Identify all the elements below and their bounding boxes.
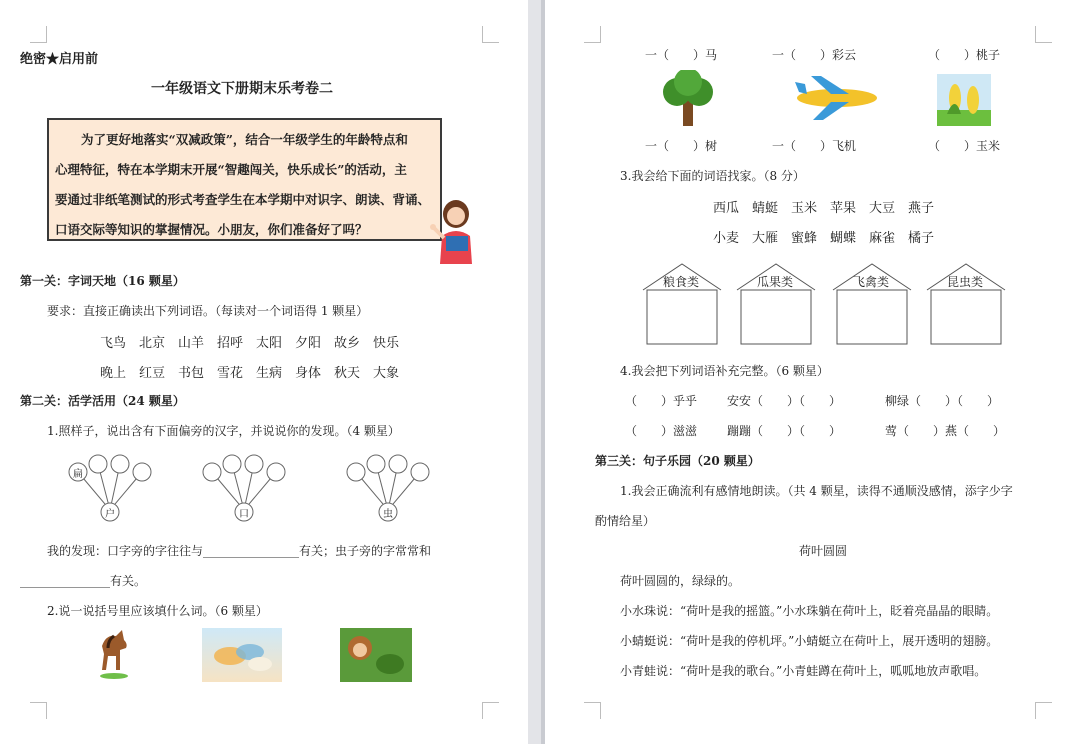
intro-line: 为了更好地落实“双减政策”，结合一年级学生的年龄特点和: [81, 132, 408, 147]
poem-line: 荷叶圆圆的，绿绿的。: [620, 574, 741, 588]
house-label: 昆虫类: [947, 275, 984, 289]
word: 山羊: [178, 336, 205, 351]
q4-prompt: 4.我会把下列词语补充完整。（6 颗星）: [620, 364, 829, 378]
q4-blank: 柳绿（ ）（ ）: [885, 394, 1000, 408]
word-row-1: [100, 332, 412, 351]
word: 蜜蜂: [791, 231, 818, 246]
house-label: 瓜果类: [757, 275, 794, 289]
q4-blank: （ ）乎乎: [625, 394, 698, 408]
q3-prompt: 3.我会给下面的词语找家。（8 分）: [620, 169, 805, 183]
house-label: 粮食类: [663, 275, 700, 289]
word: 生病: [256, 366, 283, 381]
q3-word-row-1: [713, 197, 947, 216]
word: 故乡: [334, 336, 361, 351]
measure-blank: 一（ ）飞机: [772, 139, 857, 153]
q4-blank: 安安（ ）（ ）: [727, 394, 842, 408]
word: 大象: [373, 366, 400, 381]
monkey-picture: [340, 628, 412, 682]
finding-line-2: _______________有关。: [20, 574, 147, 588]
word: 橘子: [908, 231, 935, 246]
horse-picture: [94, 626, 134, 682]
crop-mark: [584, 26, 601, 43]
measure-blank: （ ）玉米: [928, 139, 1001, 153]
finding-line-1: 我的发现：口字旁的字往往与________________有关；虫子旁的字常常和: [47, 544, 432, 558]
word: 飞鸟: [100, 336, 127, 351]
word: 红豆: [139, 366, 166, 381]
section2-q2: 2.说一说括号里应该填什么词。（6 颗星）: [47, 604, 268, 618]
page-gutter: [528, 0, 545, 744]
word: 苹果: [830, 201, 857, 216]
document-page-left: [0, 0, 528, 744]
word: 身体: [295, 366, 322, 381]
intro-box: [47, 118, 442, 241]
house-label: 飞禽类: [853, 275, 890, 289]
word: 快乐: [373, 336, 400, 351]
word: 蝴蝶: [830, 231, 857, 246]
exam-title: 一年级语文下册期末乐考卷二: [151, 81, 333, 97]
intro-line: 心理特征，特在本学期末开展“智趣闯关，快乐成长”的活动，主: [55, 162, 407, 177]
word: 玉米: [791, 201, 818, 216]
word: 蜻蜓: [752, 201, 779, 216]
word: 大豆: [869, 201, 896, 216]
document-page-right: [545, 0, 1080, 744]
measure-blank: （ ）桃子: [928, 48, 1001, 62]
cloud-picture: [202, 628, 282, 682]
intro-line: 要通过非纸笔测试的形式考查学生在本学期中对识字、朗读、背诵、: [55, 192, 431, 207]
section3-q1-line1: 1.我会正确流利有感情地朗读。（共 4 颗星，读得不通顺没感情，添字少字: [620, 484, 1013, 498]
word: 夕阳: [295, 336, 322, 351]
word: 麻雀: [869, 231, 896, 246]
measure-blank: 一（ ）马: [645, 48, 718, 62]
crop-mark: [584, 702, 601, 719]
q3-word-row-2: [713, 227, 947, 246]
word: 书包: [178, 366, 205, 381]
word: 太阳: [256, 336, 283, 351]
poem-line: 小青蛙说：“荷叶是我的歌台。”小青蛙蹲在荷叶上，呱呱地放声歌唱。: [620, 664, 987, 678]
secret-label: 绝密★启用前: [20, 52, 99, 67]
word: 秋天: [334, 366, 361, 381]
word: 小麦: [713, 231, 740, 246]
word-row-2: [100, 362, 412, 381]
section1-requirement: 要求：直接正确读出下列词语。（每读对一个词语得 1 颗星）: [47, 304, 369, 318]
corn-picture: [937, 74, 991, 126]
word: 雪花: [217, 366, 244, 381]
tree-root-char: 口: [239, 509, 249, 520]
intro-line: 口语交际等知识的掌握情况。小朋友，你们准备好了吗？: [55, 222, 368, 237]
word: 招呼: [217, 336, 244, 351]
word: 北京: [139, 336, 166, 351]
section2-heading: 第二关：活学活用（24 颗星）: [20, 394, 185, 408]
tree-picture: [657, 70, 719, 128]
crop-mark: [482, 26, 499, 43]
crop-mark: [482, 702, 499, 719]
poem-line: 小蜻蜓说：“荷叶是我的停机坪。”小蜻蜓立在荷叶上，展开透明的翅膀。: [620, 634, 999, 648]
measure-blank: 一（ ）树: [645, 139, 718, 153]
airplane-picture: [791, 70, 883, 126]
q4-blank: （ ）滋滋: [625, 424, 698, 438]
section1-heading: 第一关：字词天地（16 颗星）: [20, 274, 185, 288]
tree-root-char: 虫: [383, 509, 393, 520]
measure-blank: 一（ ）彩云: [772, 48, 857, 62]
crop-mark: [30, 702, 47, 719]
q4-blank: 蹦蹦（ ）（ ）: [727, 424, 842, 438]
word: 燕子: [908, 201, 935, 216]
section2-q1: 1.照样子，说出含有下面偏旁的汉字，并说说你的发现。（4 颗星）: [47, 424, 400, 438]
word: 晚上: [100, 366, 127, 381]
poem-title: 荷叶圆圆: [799, 544, 848, 558]
q4-blank: 莺（ ）燕（ ）: [885, 424, 1006, 438]
crop-mark: [30, 26, 47, 43]
section3-q1-line2: 酌情给星）: [595, 514, 656, 528]
crop-mark: [1035, 26, 1052, 43]
crop-mark: [1035, 702, 1052, 719]
word: 大雁: [752, 231, 779, 246]
poem-line: 小水珠说：“荷叶是我的摇篮。”小水珠躺在荷叶上，眨着亮晶晶的眼睛。: [620, 604, 999, 618]
tree-root-char: 户: [105, 509, 115, 520]
teacher-illustration: [424, 198, 480, 268]
section3-heading: 第三关：句子乐园（20 颗星）: [595, 454, 760, 468]
word: 西瓜: [713, 201, 740, 216]
tree-example-char: 扁: [73, 469, 83, 480]
